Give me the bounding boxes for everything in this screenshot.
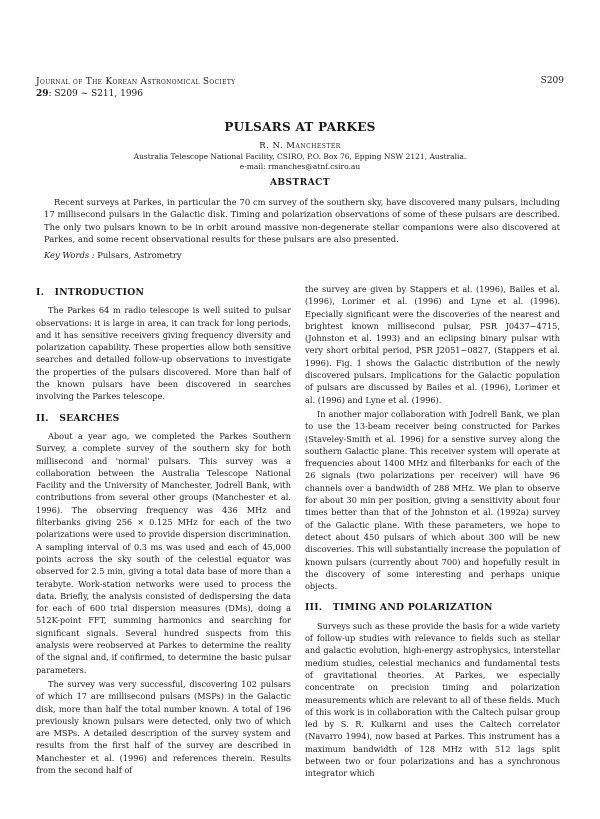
journal-name: Journal of The Korean Astronomical Society xyxy=(36,77,236,87)
right-column xyxy=(305,283,560,780)
paragraph: Surveys such as these provide the basis for a wide variety of follow-up studies with relevance to fields such as stellar and galactic evolution, high-energy astrophysics, interstellar medium studies, celestial mechanics and fundamental tests of gravitational theories. At Parkes, we especially concentrate on precision timing and polarization measurements which are relevant to all of these fields. Much of this work is in collaboration with the Caltech pulsar group led by S. R. Kulkarni and uses the Caltech correlator (Navarro 1994), now based at Parkes. This instrument has a maximum bandwidth of 128 MHz with 512 lags split between two or four polarizations and has a synchronous integrator which xyxy=(305,620,560,779)
keywords-value: Pulsars, Astrometry xyxy=(94,250,182,260)
keywords xyxy=(44,250,182,260)
volume-info xyxy=(36,88,235,100)
section-heading-introduction: I. INTRODUCTION xyxy=(36,287,145,298)
page-number: S209 xyxy=(540,76,564,86)
page-range: : S209 ~ S211, 1996 xyxy=(48,89,144,99)
volume-number: 29 xyxy=(36,89,49,99)
section-heading-searches: II. SEARCHES xyxy=(36,412,120,424)
paragraph: the survey are given by Stappers et al. (1996), Bailes et al. (1996), Lorimer et al. (1996) and Lyne et al. (1996). Epecially significant were the discoveries of the nearest and brightest known millisecond pulsar, PSR J0437−4715, (Johnston et al. 1993) and an eclipsing binary pulsar with very short orbital period, PSR J2051−0827, (Stappers et al. 1996). Fig. 1 shows the Galactic distribution of the newly discovered pulsars. Implications for the Galactic population of pulsars are discussed by Bailes et al. (1996), Lorimer et al. (1996) and Lyne et al. (1996). xyxy=(305,284,560,405)
paragraph: About a year ago, we completed the Parkes Southern Survey, a complete survey of the southern sky for both millisecond and 'normal' pulsars. This survey was a collaboration between the Australia Telescope National Facility and the University of Manchester, Jodrell Bank, with contributions from several other groups (Manchester et al. 1996). The observing frequency was 436 MHz and filterbanks giving 256 × 0.125 MHz for each of the two polarizations were used to provide dispersion discrimination. A sampling interval of 0.3 ms was used and each of 45,000 points across the sky south of the celestial equator was observed for 2.5 min, giving a total data base of more than a terabyte. Work-station networks were used to process the data. Briefly, the analysis consisted of dedispersing the data for each of 600 trial dispersion measures (DMs), doing a 512K-point FFT, summing harmonics and searching for significant signals. Several hundred suspects from this analysis were reobserved at Parkes to determine the reality of the signal and, if confirmed, to determine the basic pulsar parameters. xyxy=(36,430,291,675)
paragraph: In another major collaboration with Jodrell Bank, we plan to use the 13-beam receiver being constructed for Parkes (Staveley-Smith et al. 1996) for a senstive survey along the southern Galactic plane. This receiver system will operate at frequencies about 1400 MHz and filterbanks for each of the 26 signals (two polarizations per receiver) will have 96 channels over a bandwidth of 288 MHz. We plan to observe for about 30 min per position, giving a sensitivity about four times better than that of the Johnston et al. (1992a) survey of the Galactic plane. With these parameters, we hope to detect about 450 pulsars of which about 300 will be new discoveries. This will substantially increase the population of known pulsars (currently about 700) and hopefully result in the discovery of some interesting and perhaps unique objects. xyxy=(305,408,560,592)
paper-title: PULSARS AT PARKES xyxy=(224,120,376,134)
abstract-heading: ABSTRACT xyxy=(269,178,331,188)
paragraph: The Parkes 64 m radio telescope is well suited to pulsar observations: it is large in area, it can track for long periods, and it has sensitive receivers giving frequency diversity and polarization capability. These properties allow both sensitive searches and detailed follow-up observations to investigate the properties of the pulsars discovered. More than half of the known pulsars have been discovered in searches involving the Parkes telescope. xyxy=(36,305,291,402)
abstract-text: Recent surveys at Parkes, in particular the 70 cm survey of the southern sky, have discovered many pulsars, including 17 millisecond pulsars in the Galactic disk. Timing and polarization observations of some of these pulsars are described. The only two pulsars known to be in orbit around massive non-degenerate stellar companions were also discovered at Parkes, and some recent observational results for these pulsars are also presented. xyxy=(44,197,560,244)
left-column xyxy=(36,287,291,776)
affiliation: Australia Telescope National Facility, CSIRO, P.O. Box 76, Epping NSW 2121, Australia. xyxy=(133,152,467,161)
running-header xyxy=(36,76,235,100)
paragraph: The survey was very successful, discovering 102 pulsars of which 17 are millisecond pulsars (MSPs) in the Galactic disk, more than half the total number known. A total of 196 previously known pulsars were detected, only two of which are MSPs. A detailed description of the survey system and results from the first half of the survey are described in Manchester et al. (1996) and references therein. Results from the second half of xyxy=(36,678,291,775)
keywords-label: Key Words : xyxy=(44,250,95,260)
email: e-mail: rmanches@atnf.csiro.au xyxy=(239,162,361,171)
author-name: R. N. Manchester xyxy=(259,141,341,151)
section-heading-timing-polarization: III. TIMING AND POLARIZATION xyxy=(305,602,493,614)
